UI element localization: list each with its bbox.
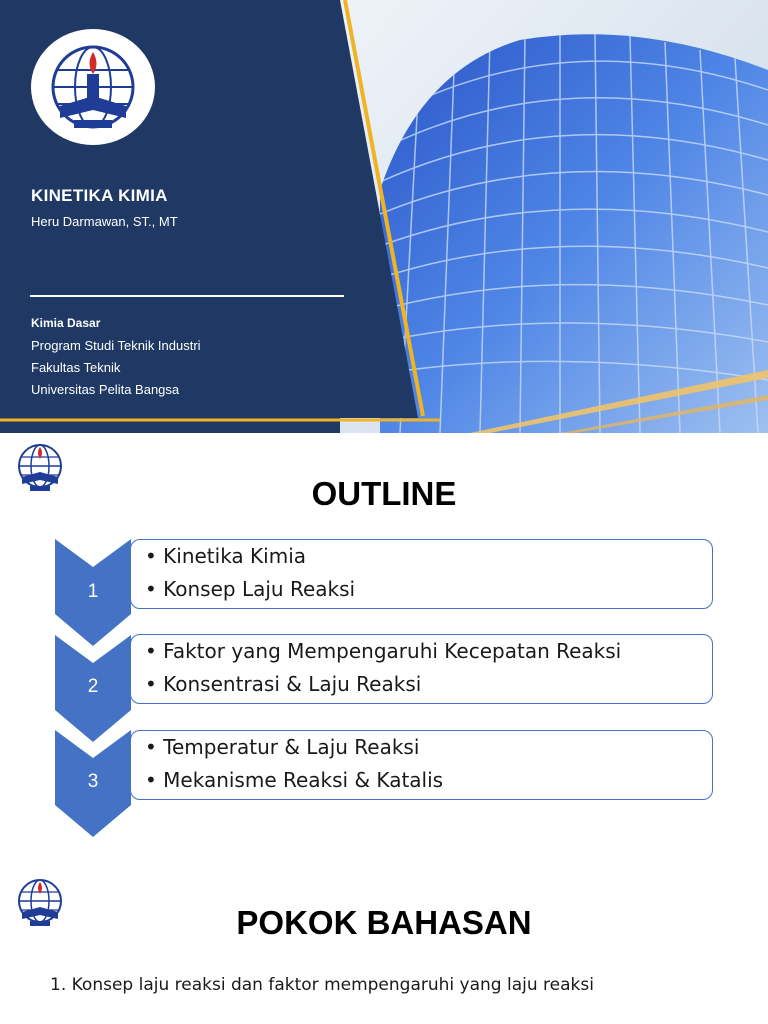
step-3-item-2: • Mekanisme Reaksi & Katalis [145,768,444,792]
step-1-item-1: • Kinetika Kimia [145,544,307,568]
step-1-item-2: • Konsep Laju Reaksi [145,577,356,601]
author-name: Heru Darmawan, ST., MT [31,214,178,229]
university-logo [30,28,156,146]
outline-title: OUTLINE [311,475,457,512]
divider-line [30,295,344,297]
topics-slide [0,848,768,1024]
presentation-title: KINETIKA KIMIA [31,186,168,205]
step-2-number: 2 [87,676,99,697]
course-name: Kimia Dasar [31,316,101,330]
title-slide [0,0,768,433]
outline-slide [0,433,768,837]
step-3-box [130,730,713,800]
step-2-item-2: • Konsentrasi & Laju Reaksi [145,672,422,696]
faculty-name: Fakultas Teknik [31,360,121,375]
step-2-box [130,634,713,704]
program-name: Program Studi Teknik Industri [31,338,201,353]
step-1-number: 1 [87,581,99,602]
step-3-item-1: • Temperatur & Laju Reaksi [145,735,420,759]
step-1-box [130,539,713,609]
topic-item-1: 1. Konsep laju reaksi dan faktor mempengaruhi yang laju reaksi [50,975,594,995]
step-3-number: 3 [87,771,99,792]
topics-title: POKOK BAHASAN [236,904,532,941]
step-2-item-1: • Faktor yang Mempengaruhi Kecepatan Reaksi [145,639,622,663]
university-name: Universitas Pelita Bangsa [31,382,180,397]
